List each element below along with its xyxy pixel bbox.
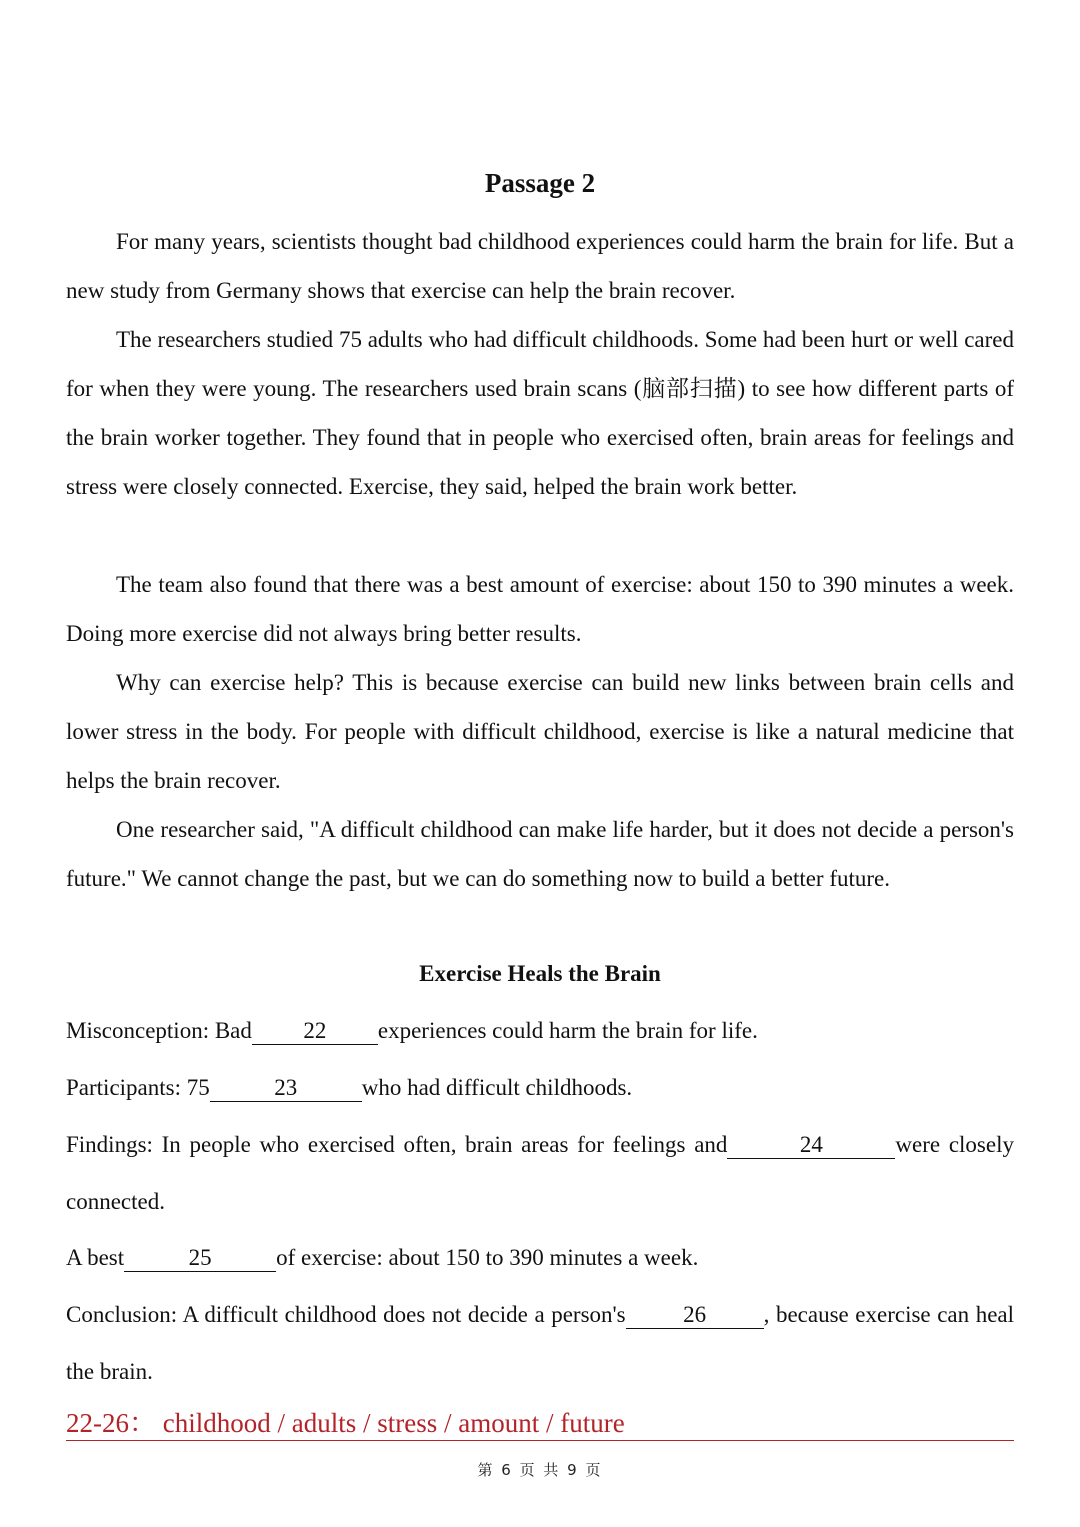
- row-26-after: , because exercise can heal the brain.: [66, 1302, 1015, 1384]
- blank-26: 26: [626, 1302, 764, 1329]
- row-22-after: experiences could harm the brain for life.: [377, 1018, 758, 1043]
- row-24-before: Findings: In people who exercised often, brain areas for feelings and: [66, 1132, 728, 1157]
- passage-title: Passage 2: [484, 168, 596, 198]
- row-22-before: Misconception: Bad: [66, 1018, 252, 1043]
- paragraph-5: One researcher said, "A difficult childhood can make life harder, but it does not decide a person's future." We cannot change the past, but we can do something now to build a better future.: [66, 817, 1014, 891]
- row-23-after: who had difficult childhoods.: [361, 1075, 633, 1100]
- row-24-after: were closely connected.: [66, 1132, 1014, 1214]
- paragraph-2: The researchers studied 75 adults who had difficult childhoods. Some had been hurt or well cared for when they were young. The researchers used brain scans (脑部扫描) to see how different parts of the brain worker together. They found that in people who exercised often, brain areas for feelings and stress were closely connected. Exercise, they said, helped the brain work better.: [66, 327, 1014, 499]
- blank-24: 24: [727, 1132, 895, 1159]
- paragraph-3: The team also found that there was a best amount of exercise: about 150 to 390 minutes a week. Doing more exercise did not always bring better results.: [66, 572, 1014, 646]
- summary-row-24: [66, 1116, 1014, 1230]
- summary-row-26: [66, 1286, 1014, 1400]
- paragraph-1: For many years, scientists thought bad childhood experiences could harm the brain for life. But a new study from Germany shows that exercise can help the brain recover.: [66, 229, 1014, 303]
- row-26-before: Conclusion: A difficult childhood does not decide a person's: [66, 1302, 626, 1327]
- paragraph-4: Why can exercise help? This is because exercise can build new links between brain cells and lower stress in the body. For people with difficult childhood, exercise is like a natural medicine that helps the brain recover.: [66, 670, 1014, 793]
- row-25-after: of exercise: about 150 to 390 minutes a week.: [276, 1245, 699, 1270]
- summary-row-23: [66, 1059, 1014, 1116]
- blank-23: 23: [210, 1075, 362, 1102]
- answer-key-answers: childhood / adults / stress / amount / future: [162, 1408, 625, 1438]
- summary-title: Exercise Heals the Brain: [419, 961, 661, 986]
- row-23-before: Participants: 75: [66, 1075, 210, 1100]
- answer-key: [66, 1406, 1014, 1441]
- page-footer: 第 6 页 共 9 页: [477, 1461, 603, 1479]
- blank-22: 22: [252, 1018, 378, 1045]
- summary-row-22: [66, 1002, 1014, 1059]
- blank-25: 25: [124, 1245, 276, 1272]
- summary-row-25: [66, 1229, 1014, 1286]
- answer-key-label: 22-26：: [66, 1408, 156, 1438]
- row-25-before: A best: [66, 1245, 125, 1270]
